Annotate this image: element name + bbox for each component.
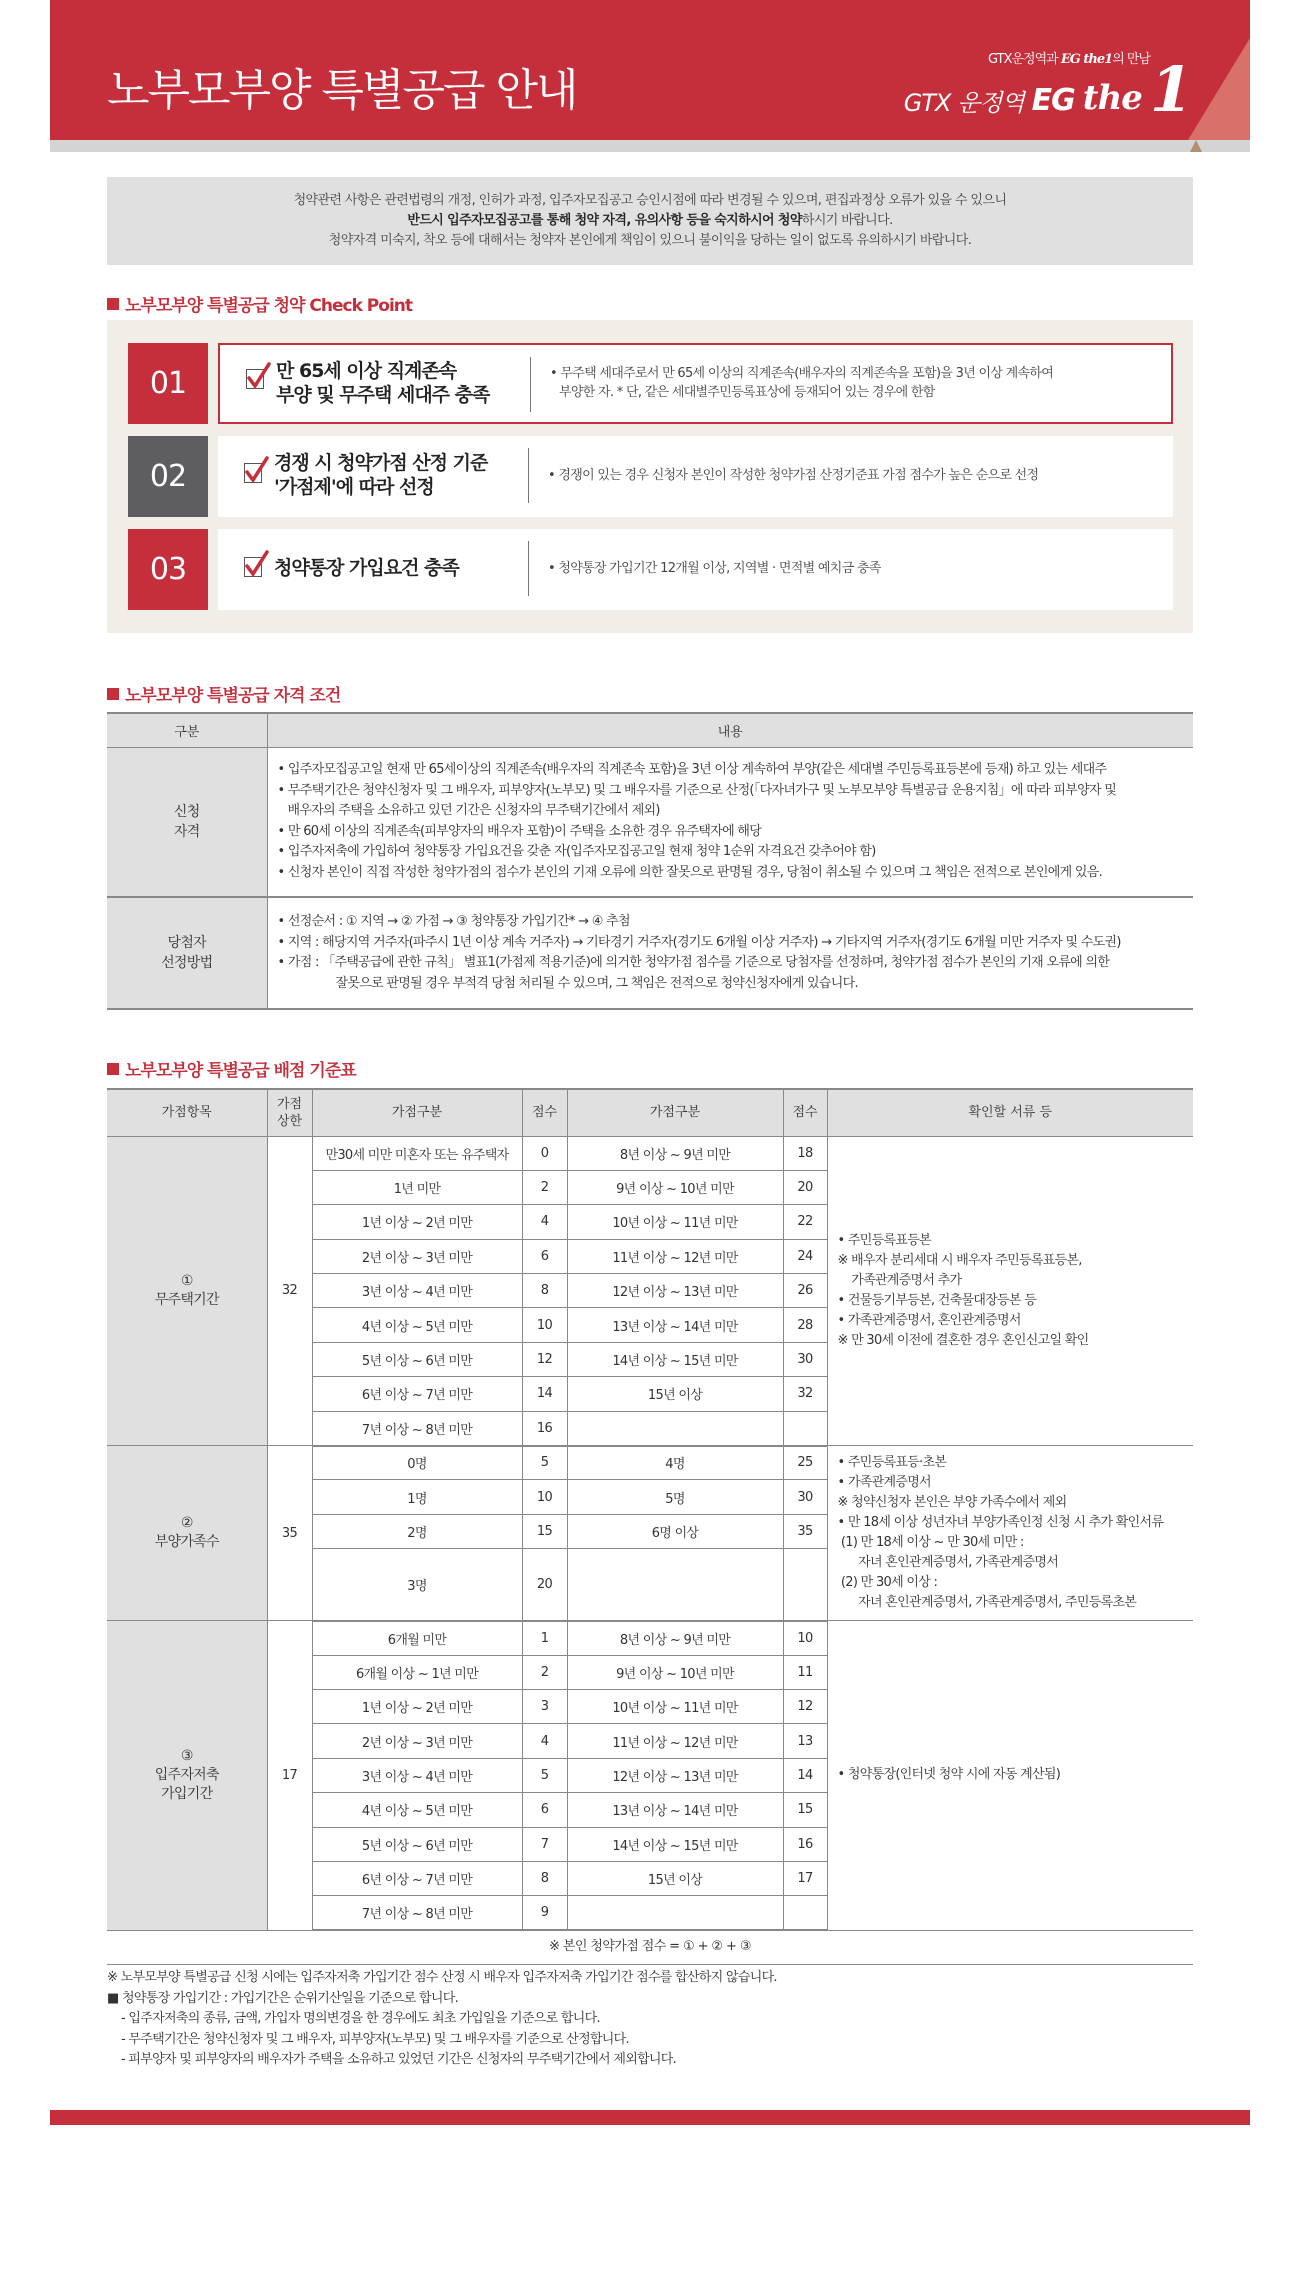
range-b: 9년 이상 ~ 10년 미만 [567, 1655, 783, 1689]
document-line: 가족관계증명서 추가 [837, 1272, 962, 1288]
range-a: 4년 이상 ~ 5년 미만 [312, 1793, 522, 1827]
brand-tagline-brand: EG the1 [1060, 52, 1113, 67]
column-header-score-b: 점수 [783, 1089, 827, 1136]
score-a: 6 [522, 1793, 567, 1827]
checkpoint-heading [107, 291, 412, 316]
required-documents [827, 1621, 1193, 1931]
score-a: 5 [522, 1758, 567, 1792]
content-line: 배우자의 주택을 소유하고 있던 기간은 신청자의 무주택기간에서 제외) [287, 803, 660, 819]
document-line: • 가족관계증명서 [837, 1475, 931, 1491]
column-header: 내용 [267, 713, 1193, 747]
score-a: 10 [522, 1480, 567, 1514]
document-line: (2) 만 30세 이상 : [837, 1575, 938, 1591]
table-row [107, 1136, 1193, 1170]
checkpoint-title [274, 556, 459, 580]
brand-tagline-suffix: 의 만남 [1112, 52, 1150, 67]
notice-line-1: 청약관련 사항은 관련법령의 개정, 인허가 과정, 입주자모집공고 승인시점에 따라 변경될 수 있으며, 편집과정상 오류가 있을 수 있으니 [293, 193, 1007, 208]
range-a: 1년 미만 [312, 1170, 522, 1204]
checkpoint-desc-line1: • 청약통장 가입기간 12개월 이상, 지역별 · 면적별 예치금 충족 [548, 561, 881, 576]
score-b: 28 [783, 1308, 827, 1342]
strip-marker-icon [1190, 140, 1202, 152]
checkpoint-card [218, 529, 1173, 610]
score-b: 22 [783, 1205, 827, 1239]
range-a: 만30세 미만 미혼자 또는 유주택자 [312, 1136, 522, 1170]
category-name: 무주택기간 [154, 1291, 219, 1308]
checkpoint-item-02 [128, 436, 1173, 517]
range-b: 4명 [567, 1446, 783, 1480]
square-bullet-icon [107, 1063, 119, 1075]
row-content [267, 747, 1193, 897]
content-line: • 입주자모집공고일 현재 만 65세이상의 직계존속(배우자의 직계존속 포함)을 3년 이상 계속하여 부양(같은 세대별 주민등록표등본에 등재) 하고 있는 세대주 [277, 762, 1107, 778]
checkpoint-number: 03 [128, 529, 208, 610]
document-line: ※ 배우자 분리세대 시 배우자 주민등록표등본, [837, 1252, 1082, 1268]
checkpoint-title-line2: 부양 및 무주택 세대주 충족 [276, 384, 490, 406]
range-a: 4년 이상 ~ 5년 미만 [312, 1308, 522, 1342]
category-number: ② [180, 1515, 193, 1532]
checkpoint-desc-line1: • 무주택 세대주로서 만 65세 이상의 직계존속(배우자의 직계존속을 포함)을 3년 이상 계속하여 [550, 366, 1054, 381]
score-a: 20 [522, 1549, 567, 1621]
document-line: • 청약통장(인터넷 청약 시에 자동 계산됨) [837, 1767, 1061, 1783]
score-b: 10 [783, 1621, 827, 1655]
score-b: 30 [783, 1480, 827, 1514]
checkpoint-desc-line2: 부양한 자. * 단, 같은 세대별주민등록표상에 등재되어 있는 경우에 한함 [559, 385, 935, 400]
score-b: 14 [783, 1758, 827, 1792]
score-b [783, 1896, 827, 1930]
row-label-line2: 자격 [173, 823, 200, 840]
footnote-sub-3: - 피부양자 및 피부양자의 배우자가 주택을 소유하고 있었던 기간은 신청자의 무주택기간에서 제외합니다. [121, 2052, 677, 2067]
range-b: 13년 이상 ~ 14년 미만 [567, 1793, 783, 1827]
range-a: 5년 이상 ~ 6년 미만 [312, 1342, 522, 1376]
page-title: 노부모부양 특별공급 안내 [107, 65, 577, 116]
column-header-limit [267, 1089, 312, 1136]
brand-location: GTX 운정역 [903, 88, 1024, 117]
score-category [107, 1621, 267, 1931]
score-a: 12 [522, 1342, 567, 1376]
range-a: 7년 이상 ~ 8년 미만 [312, 1896, 522, 1930]
document-line: • 주민등록표등·초본 [837, 1455, 947, 1471]
brand-eg: EG [1031, 82, 1075, 118]
range-a: 6개월 미만 [312, 1621, 522, 1655]
score-b [783, 1411, 827, 1445]
score-a: 0 [522, 1136, 567, 1170]
row-label [107, 897, 267, 1009]
document-line: • 주민등록표등본 [837, 1232, 931, 1248]
divider [528, 541, 529, 596]
score-category [107, 1446, 267, 1621]
category-name: 입주자저축 [154, 1766, 219, 1783]
divider [528, 448, 529, 503]
row-content [267, 897, 1193, 1009]
range-a: 6년 이상 ~ 7년 미만 [312, 1861, 522, 1895]
checkpoint-card [218, 436, 1173, 517]
score-b: 15 [783, 1793, 827, 1827]
score-a: 14 [522, 1377, 567, 1411]
column-header-range-a: 가점구분 [312, 1089, 522, 1136]
content-line: 잘못으로 판명될 경우 부적격 당첨 처리될 수 있으며, 그 책임은 전적으로 청약신청자에게 있습니다. [335, 975, 858, 991]
document-line: ※ 만 30세 이전에 결혼한 경우 혼인신고일 확인 [837, 1332, 1089, 1348]
score-a: 1 [522, 1621, 567, 1655]
qualification-heading [107, 681, 340, 706]
range-b: 11년 이상 ~ 12년 미만 [567, 1239, 783, 1273]
checkbox-checked-icon [246, 369, 264, 389]
checkbox-checked-icon [244, 557, 262, 577]
document-line: • 건물등기부등본, 건축물대장등본 등 [837, 1292, 1037, 1308]
square-bullet-icon [107, 298, 119, 310]
row-label-line2: 선정방법 [161, 955, 213, 971]
document-line: 자녀 혼인관계증명서, 가족관계증명서, 주민등록초본 [837, 1595, 1137, 1611]
checkpoint-item-03 [128, 529, 1173, 610]
range-a: 6개월 이상 ~ 1년 미만 [312, 1655, 522, 1689]
column-header-docs: 확인할 서류 등 [827, 1089, 1193, 1136]
score-b: 18 [783, 1136, 827, 1170]
footer-bar [50, 2110, 1250, 2125]
document-line: ※ 청약신청자 본인은 부양 가족수에서 제외 [837, 1495, 1067, 1511]
checkpoint-title-line1: 청약통장 가입요건 충족 [274, 557, 459, 579]
score-a: 2 [522, 1170, 567, 1204]
score-a: 8 [522, 1861, 567, 1895]
range-a: 5년 이상 ~ 6년 미만 [312, 1827, 522, 1861]
range-b [567, 1411, 783, 1445]
content-line: • 신청자 본인이 직접 작성한 청약가점의 점수가 본인의 기재 오류에 의한 잘못으로 판명될 경우, 당첨이 취소될 수 있으며 그 책임은 전적으로 본인에게 있음. [277, 864, 1103, 880]
range-b: 8년 이상 ~ 9년 미만 [567, 1136, 783, 1170]
column-header-limit-line1: 가점 [276, 1096, 303, 1112]
footnote-sub-2: - 무주택기간은 청약신청자 및 그 배우자, 피부양자(노부모) 및 그 배우자를 기준으로 산정합니다. [121, 2031, 629, 2047]
range-a: 7년 이상 ~ 8년 미만 [312, 1411, 522, 1445]
range-b: 10년 이상 ~ 11년 미만 [567, 1205, 783, 1239]
document-line: 자녀 혼인관계증명서, 가족관계증명서 [837, 1555, 1059, 1571]
score-a: 6 [522, 1239, 567, 1273]
checkpoint-number: 02 [128, 436, 208, 517]
row-label [107, 747, 267, 897]
row-label-line1: 신청 [173, 803, 200, 820]
checkpoint-title [274, 451, 487, 499]
range-b: 10년 이상 ~ 11년 미만 [567, 1689, 783, 1723]
content-line: • 무주택기간은 청약신청자 및 그 배우자, 피부양자(노부모) 및 그 배우자를 기준으로 산정(「다자녀가구 및 노부모부양 특별공급 운용지침」에 따라 피부양자 및 [277, 782, 1117, 798]
range-a: 0명 [312, 1446, 522, 1480]
content-line: • 선정순서 : ① 지역 → ② 가점 → ③ 청약통장 가입기간* → ④ 추첨 [277, 914, 630, 929]
range-b: 15년 이상 [567, 1861, 783, 1895]
score-formula: ※ 본인 청약가점 점수 = ① + ② + ③ [107, 1935, 1193, 1965]
qualification-table [107, 712, 1193, 1010]
score-limit: 35 [267, 1446, 312, 1621]
range-a: 1명 [312, 1480, 522, 1514]
score-a: 4 [522, 1205, 567, 1239]
content-line: • 가점 : 「주택공급에 관한 규칙」 별표1(가점제 적용기준)에 의거한 청약가점 점수를 기준으로 당첨자를 선정하며, 청약가점 점수가 본인의 기재 오류에 의한 [277, 955, 1110, 970]
range-a: 1년 이상 ~ 2년 미만 [312, 1205, 522, 1239]
score-table-heading [107, 1056, 356, 1081]
required-documents [827, 1136, 1193, 1446]
score-a: 15 [522, 1514, 567, 1548]
score-table-body [107, 1136, 1193, 1930]
content-line: • 만 60세 이상의 직계존속(피부양자의 배우자 포함)이 주택을 소유한 경우 유주택자에 해당 [277, 823, 762, 839]
column-header-limit-line2: 상한 [276, 1113, 303, 1129]
range-a: 3명 [312, 1549, 522, 1621]
checkpoint-desc-line1: • 경쟁이 있는 경우 신청자 본인이 작성한 청약가점 산정기준표 가점 점수가 높은 순으로 선정 [548, 468, 1039, 483]
category-name-line2: 가입기간 [161, 1785, 213, 1802]
score-b: 30 [783, 1342, 827, 1376]
notice-line-3: 청약자격 미숙지, 착오 등에 대해서는 청약자 본인에게 책임이 있으니 불이익을 당하는 일이 없도록 유의하시기 바랍니다. [328, 233, 972, 248]
required-documents [827, 1446, 1193, 1621]
footnote-sub-1: - 입주자저축의 종류, 금액, 가입자 명의변경을 한 경우에도 최초 가입일을 기준으로 합니다. [121, 2011, 600, 2026]
table-row [107, 747, 1193, 897]
range-a: 3년 이상 ~ 4년 미만 [312, 1274, 522, 1308]
range-a: 3년 이상 ~ 4년 미만 [312, 1758, 522, 1792]
notice-box [107, 177, 1193, 265]
range-a: 2년 이상 ~ 3년 미만 [312, 1724, 522, 1758]
score-limit: 17 [267, 1621, 312, 1931]
score-b: 11 [783, 1655, 827, 1689]
score-b: 26 [783, 1274, 827, 1308]
checkpoint-title [276, 359, 489, 407]
range-b: 8년 이상 ~ 9년 미만 [567, 1621, 783, 1655]
range-a: 6년 이상 ~ 7년 미만 [312, 1377, 522, 1411]
footnote-2: ■ 청약통장 가입기간 : 가입기간은 순위기산일을 기준으로 합니다. [107, 1990, 459, 2006]
category-name: 부양가족수 [154, 1534, 219, 1551]
notice-line-2-rest: 하시기 바랍니다. [801, 213, 893, 228]
score-limit: 32 [267, 1136, 312, 1446]
score-a: 4 [522, 1724, 567, 1758]
score-a: 2 [522, 1655, 567, 1689]
brand-the: the [1082, 77, 1142, 118]
category-number: ① [180, 1272, 193, 1289]
header-banner [50, 0, 1250, 140]
score-a: 3 [522, 1689, 567, 1723]
range-b: 13년 이상 ~ 14년 미만 [567, 1308, 783, 1342]
table-row [107, 897, 1193, 1009]
column-header-item: 가점항목 [107, 1089, 267, 1136]
table-header-row [107, 713, 1193, 747]
score-b: 16 [783, 1827, 827, 1861]
range-b: 15년 이상 [567, 1377, 783, 1411]
score-b: 35 [783, 1514, 827, 1548]
score-b: 25 [783, 1446, 827, 1480]
range-b: 9년 이상 ~ 10년 미만 [567, 1170, 783, 1204]
column-header: 구분 [107, 713, 267, 747]
table-row [107, 1621, 1193, 1655]
checkpoint-item-01 [128, 343, 1173, 424]
range-b: 12년 이상 ~ 13년 미만 [567, 1274, 783, 1308]
brand-one: 1 [1149, 53, 1192, 126]
range-b: 14년 이상 ~ 15년 미만 [567, 1827, 783, 1861]
checkpoint-title-line1: 만 65세 이상 직계존속 [276, 360, 457, 382]
column-header-range-b: 가점구분 [567, 1089, 783, 1136]
range-a: 2년 이상 ~ 3년 미만 [312, 1239, 522, 1273]
range-b: 5명 [567, 1480, 783, 1514]
range-a: 1년 이상 ~ 2년 미만 [312, 1689, 522, 1723]
content-line: • 지역 : 해당지역 거주자(파주시 1년 이상 계속 거주자) → 기타경기 거주자(경기도 6개월 이상 거주자) → 기타지역 거주자(경기도 6개월 미만 거주자 및 수도권) [277, 934, 1121, 950]
score-b [783, 1549, 827, 1621]
document-line: • 가족관계증명서, 혼인관계증명서 [837, 1312, 1021, 1328]
score-a: 10 [522, 1308, 567, 1342]
document-line: • 만 18세 이상 성년자녀 부양가족인정 신청 시 추가 확인서류 [837, 1515, 1164, 1531]
score-table-heading-text: 노부모부양 특별공급 배점 기준표 [125, 1061, 356, 1081]
checkpoint-card [218, 343, 1173, 424]
header-accent-triangle [1188, 38, 1250, 140]
document-line: (1) 만 18세 이상 ~ 만 30세 미만 : [837, 1535, 1024, 1551]
range-b [567, 1549, 783, 1621]
score-b: 20 [783, 1170, 827, 1204]
checkpoint-description [548, 559, 1148, 578]
range-b: 6명 이상 [567, 1514, 783, 1548]
checkpoint-title-line1: 경쟁 시 청약가점 산정 기준 [274, 452, 488, 474]
table-header-row [107, 1089, 1193, 1136]
footnotes [107, 1968, 1193, 2071]
range-b: 14년 이상 ~ 15년 미만 [567, 1342, 783, 1376]
score-table [107, 1088, 1193, 1931]
footnote-1: ※ 노부모부양 특별공급 신청 시에는 입주자저축 가입기간 점수 산정 시 배우자 입주자저축 가입기간 점수를 합산하지 않습니다. [107, 1970, 777, 1985]
checkpoint-title-line2: '가점제'에 따라 선정 [274, 476, 434, 498]
category-number: ③ [180, 1747, 193, 1764]
score-a: 5 [522, 1446, 567, 1480]
checkpoint-box [107, 320, 1193, 633]
notice-line-2 [107, 211, 1193, 231]
score-category [107, 1136, 267, 1446]
score-b: 24 [783, 1239, 827, 1273]
header-strip [50, 140, 1250, 152]
column-header-score-a: 점수 [522, 1089, 567, 1136]
divider [530, 357, 531, 412]
range-b: 11년 이상 ~ 12년 미만 [567, 1724, 783, 1758]
row-label-line1: 당첨자 [167, 935, 206, 951]
checkpoint-heading-text: 노부모부양 특별공급 청약 Check Point [125, 296, 413, 316]
score-b: 12 [783, 1689, 827, 1723]
checkpoint-description [548, 466, 1148, 485]
brand-tagline-prefix: GTX운정역과 [988, 52, 1058, 67]
range-b [567, 1896, 783, 1930]
qualification-heading-text: 노부모부양 특별공급 자격 조건 [125, 686, 341, 706]
score-a: 9 [522, 1896, 567, 1930]
checkpoint-number: 01 [128, 343, 208, 424]
score-b: 13 [783, 1724, 827, 1758]
score-a: 7 [522, 1827, 567, 1861]
table-row [107, 1446, 1193, 1480]
content-line: • 입주자저축에 가입하여 청약통장 가입요건을 갖춘 자(입주자모집공고일 현재 청약 1순위 자격요건 갖추어야 함) [277, 844, 876, 860]
checkpoint-description [550, 364, 1150, 402]
notice-line-2-bold: 반드시 입주자모집공고를 통해 청약 자격, 유의사항 등을 숙지하시어 청약 [407, 213, 802, 228]
range-b: 12년 이상 ~ 13년 미만 [567, 1758, 783, 1792]
score-a: 16 [522, 1411, 567, 1445]
range-a: 2명 [312, 1514, 522, 1548]
score-b: 17 [783, 1861, 827, 1895]
score-b: 32 [783, 1377, 827, 1411]
score-a: 8 [522, 1274, 567, 1308]
square-bullet-icon [107, 688, 119, 700]
checkbox-checked-icon [244, 463, 262, 483]
